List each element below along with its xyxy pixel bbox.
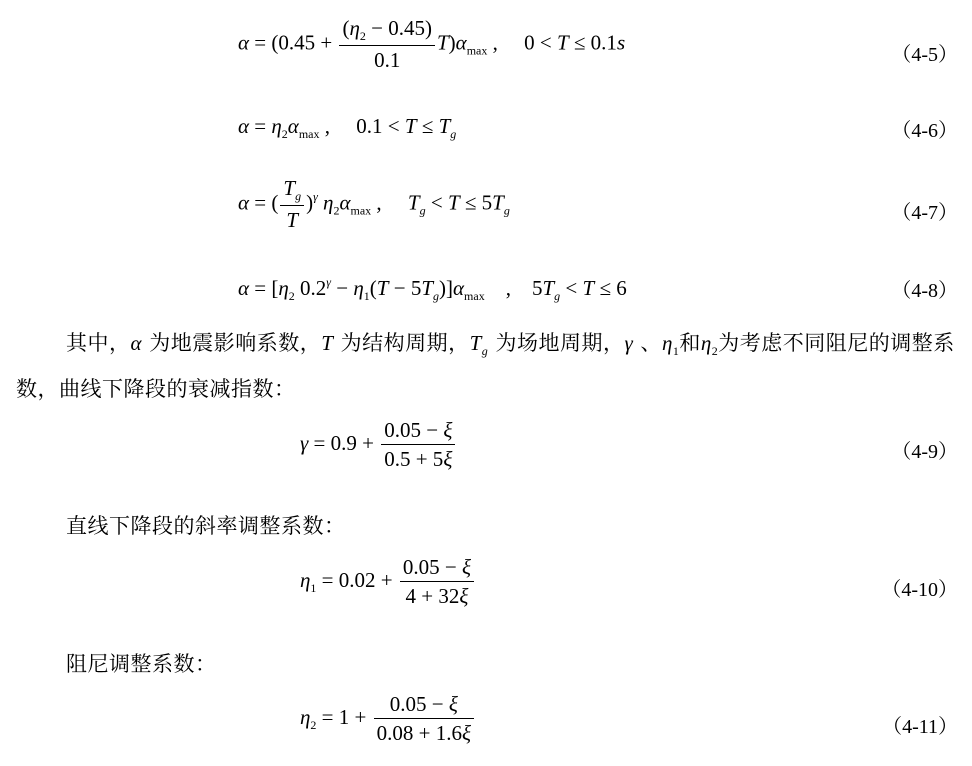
equation-number: （4-9） — [891, 441, 958, 463]
equation-number: （4-8） — [891, 280, 958, 302]
equation-4-7: α = ( $\frac{T_g}{T}$ )$^\gamma$ $\eta_2\alpha_{max}$ , $T_g < T \le 5T_g$ — [238, 176, 510, 232]
damping-coefficient-text: 阻尼调整系数： — [66, 652, 217, 676]
slope-coefficient-text: 直线下降段的斜率调整系数： — [66, 514, 346, 538]
equation-4-10: $\eta_1 = 0.02$ + $\frac{0.05 - \xi}{4 + 32\xi}$ — [300, 557, 476, 607]
equation-4-5: α = (0.45 + $\frac{(\eta_2 - 0.45)}{0.1}$ $T)\alpha_{max}$ , 0 < T ≤ 0.1s — [238, 16, 626, 72]
explanation-paragraph: 其中，α 为地震影响系数，T 为结构周期，$T_g$ 为场地周期，γ 、$\eta_1$和$\eta_2$为考虑不同阻尼的调整系数，曲线下降段的衰减指数： — [16, 331, 955, 401]
equation-4-11: $\eta_2 = 1$ + $\frac{0.05 - \xi}{0.08 + 1.6\xi}$ — [300, 694, 476, 744]
fraction: $\frac{0.05 - \xi}{0.5 + 5\xi}$ — [381, 420, 455, 470]
equation-4-9: γ = 0.9 + $\frac{0.05 - \xi}{0.5 + 5\xi}$ — [300, 420, 457, 470]
fraction: $\frac{T_g}{T}$ — [280, 178, 304, 231]
fraction: $\frac{0.05 - \xi}{0.08 + 1.6\xi}$ — [374, 694, 474, 744]
equation-number: （4-7） — [891, 202, 958, 224]
equation-4-6: $\alpha = \eta_2\alpha_{max}$ , $0.1 < T \le T_g$ — [238, 114, 457, 141]
equation-number: （4-11） — [882, 716, 958, 738]
equation-4-8: $\alpha = [\eta_2$ $0.2^\gamma - \eta_1(T - 5T_g)]\alpha_{max}$ , $5T_g < T \le 6$ — [238, 275, 627, 303]
fraction: $\frac{(\eta_2 - 0.45)}{0.1}$ — [339, 18, 435, 71]
equation-number: （4-5） — [891, 44, 958, 66]
equation-number: （4-6） — [891, 120, 958, 142]
equation-number: （4-10） — [881, 579, 958, 601]
fraction: $\frac{0.05 - \xi}{4 + 32\xi}$ — [400, 557, 474, 607]
